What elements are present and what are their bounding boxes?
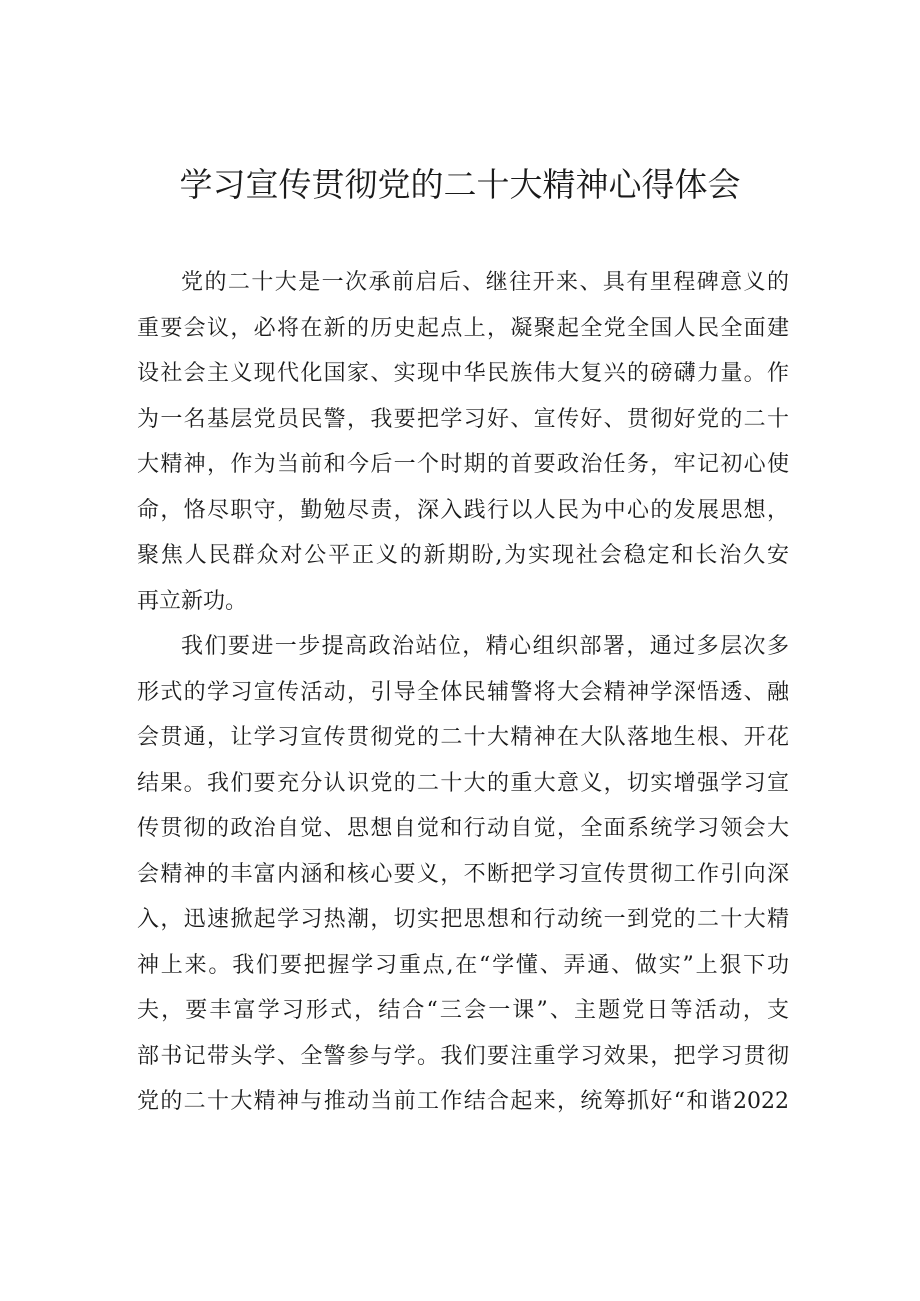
text-line: 党的二十大是一次承前启后、继往开来、具有里程碑意义的 <box>181 270 789 295</box>
document-title: 学习宣传贯彻党的二十大精神心得体会 <box>179 165 741 204</box>
document-body <box>137 260 789 1125</box>
text-line: 入，迅速掀起学习热潮，切实把思想和行动统一到党的二十大精 <box>137 907 789 932</box>
text-line: 部书记带头学、全警参与学。我们要注重学习效果，把学习贯彻 <box>137 1043 789 1069</box>
text-line: 传贯彻的政治自觉、思想自觉和行动自觉，全面系统学习领会大 <box>137 816 789 841</box>
text-line: 聚焦人民群众对公平正义的新期盼,为实现社会稳定和长治久安 <box>137 543 789 568</box>
paragraph-1 <box>137 260 789 624</box>
text-line: 会贯通，让学习宣传贯彻党的二十大精神在大队落地生根、开花 <box>137 725 789 750</box>
text-line: 结果。我们要充分认识党的二十大的重大意义，切实增强学习宣 <box>137 770 789 796</box>
text-line: 大精神，作为当前和今后一个时期的首要政治任务，牢记初心使 <box>137 452 789 477</box>
text-line: 重要会议，必将在新的历史起点上，凝聚起全党全国人民全面建 <box>137 315 789 341</box>
text-line: 为一名基层党员民警，我要把学习好、宣传好、贯彻好党的二十 <box>137 406 789 432</box>
text-line: 再立新功。 <box>137 588 248 614</box>
text-line: 形式的学习宣传活动，引导全体民辅警将大会精神学深悟透、融 <box>137 679 789 705</box>
text-line: 会精神的丰富内涵和核心要义，不断把学习宣传贯彻工作引向深 <box>137 861 789 887</box>
text-line: 命，恪尽职守，勤勉尽责，深入践行以人民为中心的发展思想， <box>137 497 789 523</box>
text-line: 党的二十大精神与推动当前工作结合起来，统筹抓好“和谐2022 <box>137 1089 789 1114</box>
text-line: 我们要进一步提高政治站位，精心组织部署，通过多层次多 <box>181 634 789 659</box>
text-line: 夫，要丰富学习形式，结合“三会一课”、主题党日等活动，支 <box>137 998 789 1023</box>
text-line: 神上来。我们要把握学习重点,在“学懂、弄通、做实”上狠下功 <box>137 952 789 978</box>
paragraph-2 <box>137 624 789 1125</box>
text-line: 设社会主义现代化国家、实现中华民族伟大复兴的磅礴力量。作 <box>137 361 789 386</box>
